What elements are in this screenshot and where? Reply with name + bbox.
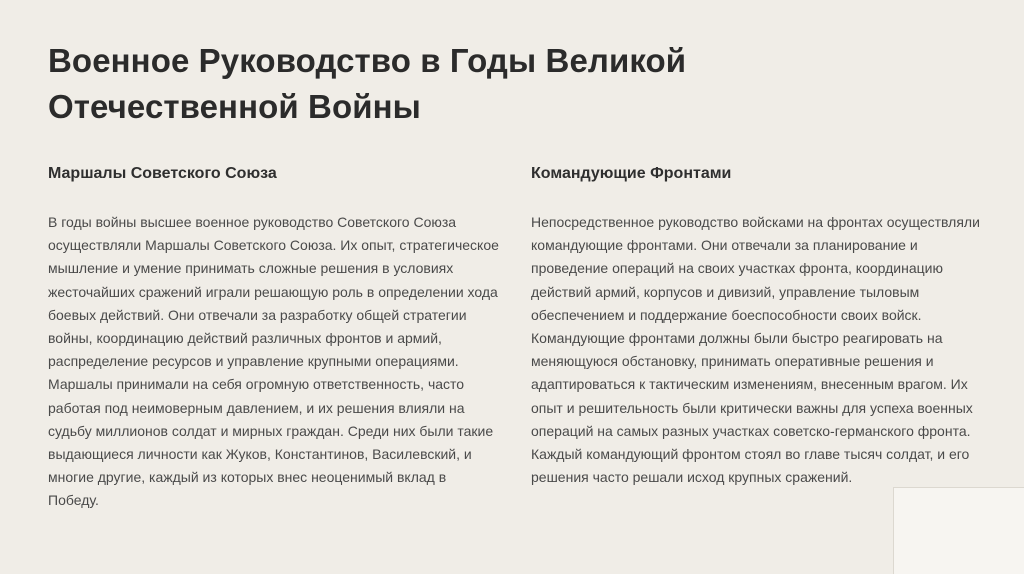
column-heading-marshals: Маршалы Советского Союза [48, 165, 277, 182]
slide-title [48, 38, 948, 130]
column-heading-front-commanders: Командующие Фронтами [531, 165, 732, 182]
column-body-front-commanders: Непосредственное руководство войсками на фронтах осуществляли командующие фронтами. Они отвечали за планирование и проведение операций на своих участках фронта, координацию действий армий, корпусов и дивизий, управление тыловым обеспечением и поддержание боеспособности своих войск. Командующие фронтами должны были быстро реагировать на меняющуюся обстановку, принимать оперативные решения и адаптироваться к тактическим изменениям, внесенным врагом. Их опыт и решительность были критически важны для успеха военных операций на самых разных участках советско-германского фронта. Каждый командующий фронтом стоял во главе тысяч солдат, и его решения часто решали исход крупных сражений. [531, 214, 980, 486]
column-marshals [48, 163, 500, 513]
column-front-commanders [531, 163, 983, 489]
slide-title-line-2: Отечественной Войны [48, 88, 421, 125]
corner-panel [893, 487, 1024, 574]
slide-title-line-1: Военное Руководство в Годы Великой [48, 42, 687, 79]
column-body-marshals: В годы войны высшее военное руководство Советского Союза осуществляли Маршалы Советского Союза. Их опыт, стратегическое мышление и умение принимать сложные решения в условиях жесточайших сражений играли решающую роль в определении хода боевых действий. Они отвечали за разработку общей стратегии войны, координацию действий различных фронтов и армий, распределение ресурсов и управление крупными операциями. Маршалы принимали на себя огромную ответственность, часто работая под неимоверным давлением, и их решения влияли на судьбу миллионов солдат и мирных граждан. Среди них были такие выдающиеся личности как Жуков, Константинов, Василевский, и многие другие, каждый из которых внес неоценимый вклад в Победу. [48, 214, 499, 509]
